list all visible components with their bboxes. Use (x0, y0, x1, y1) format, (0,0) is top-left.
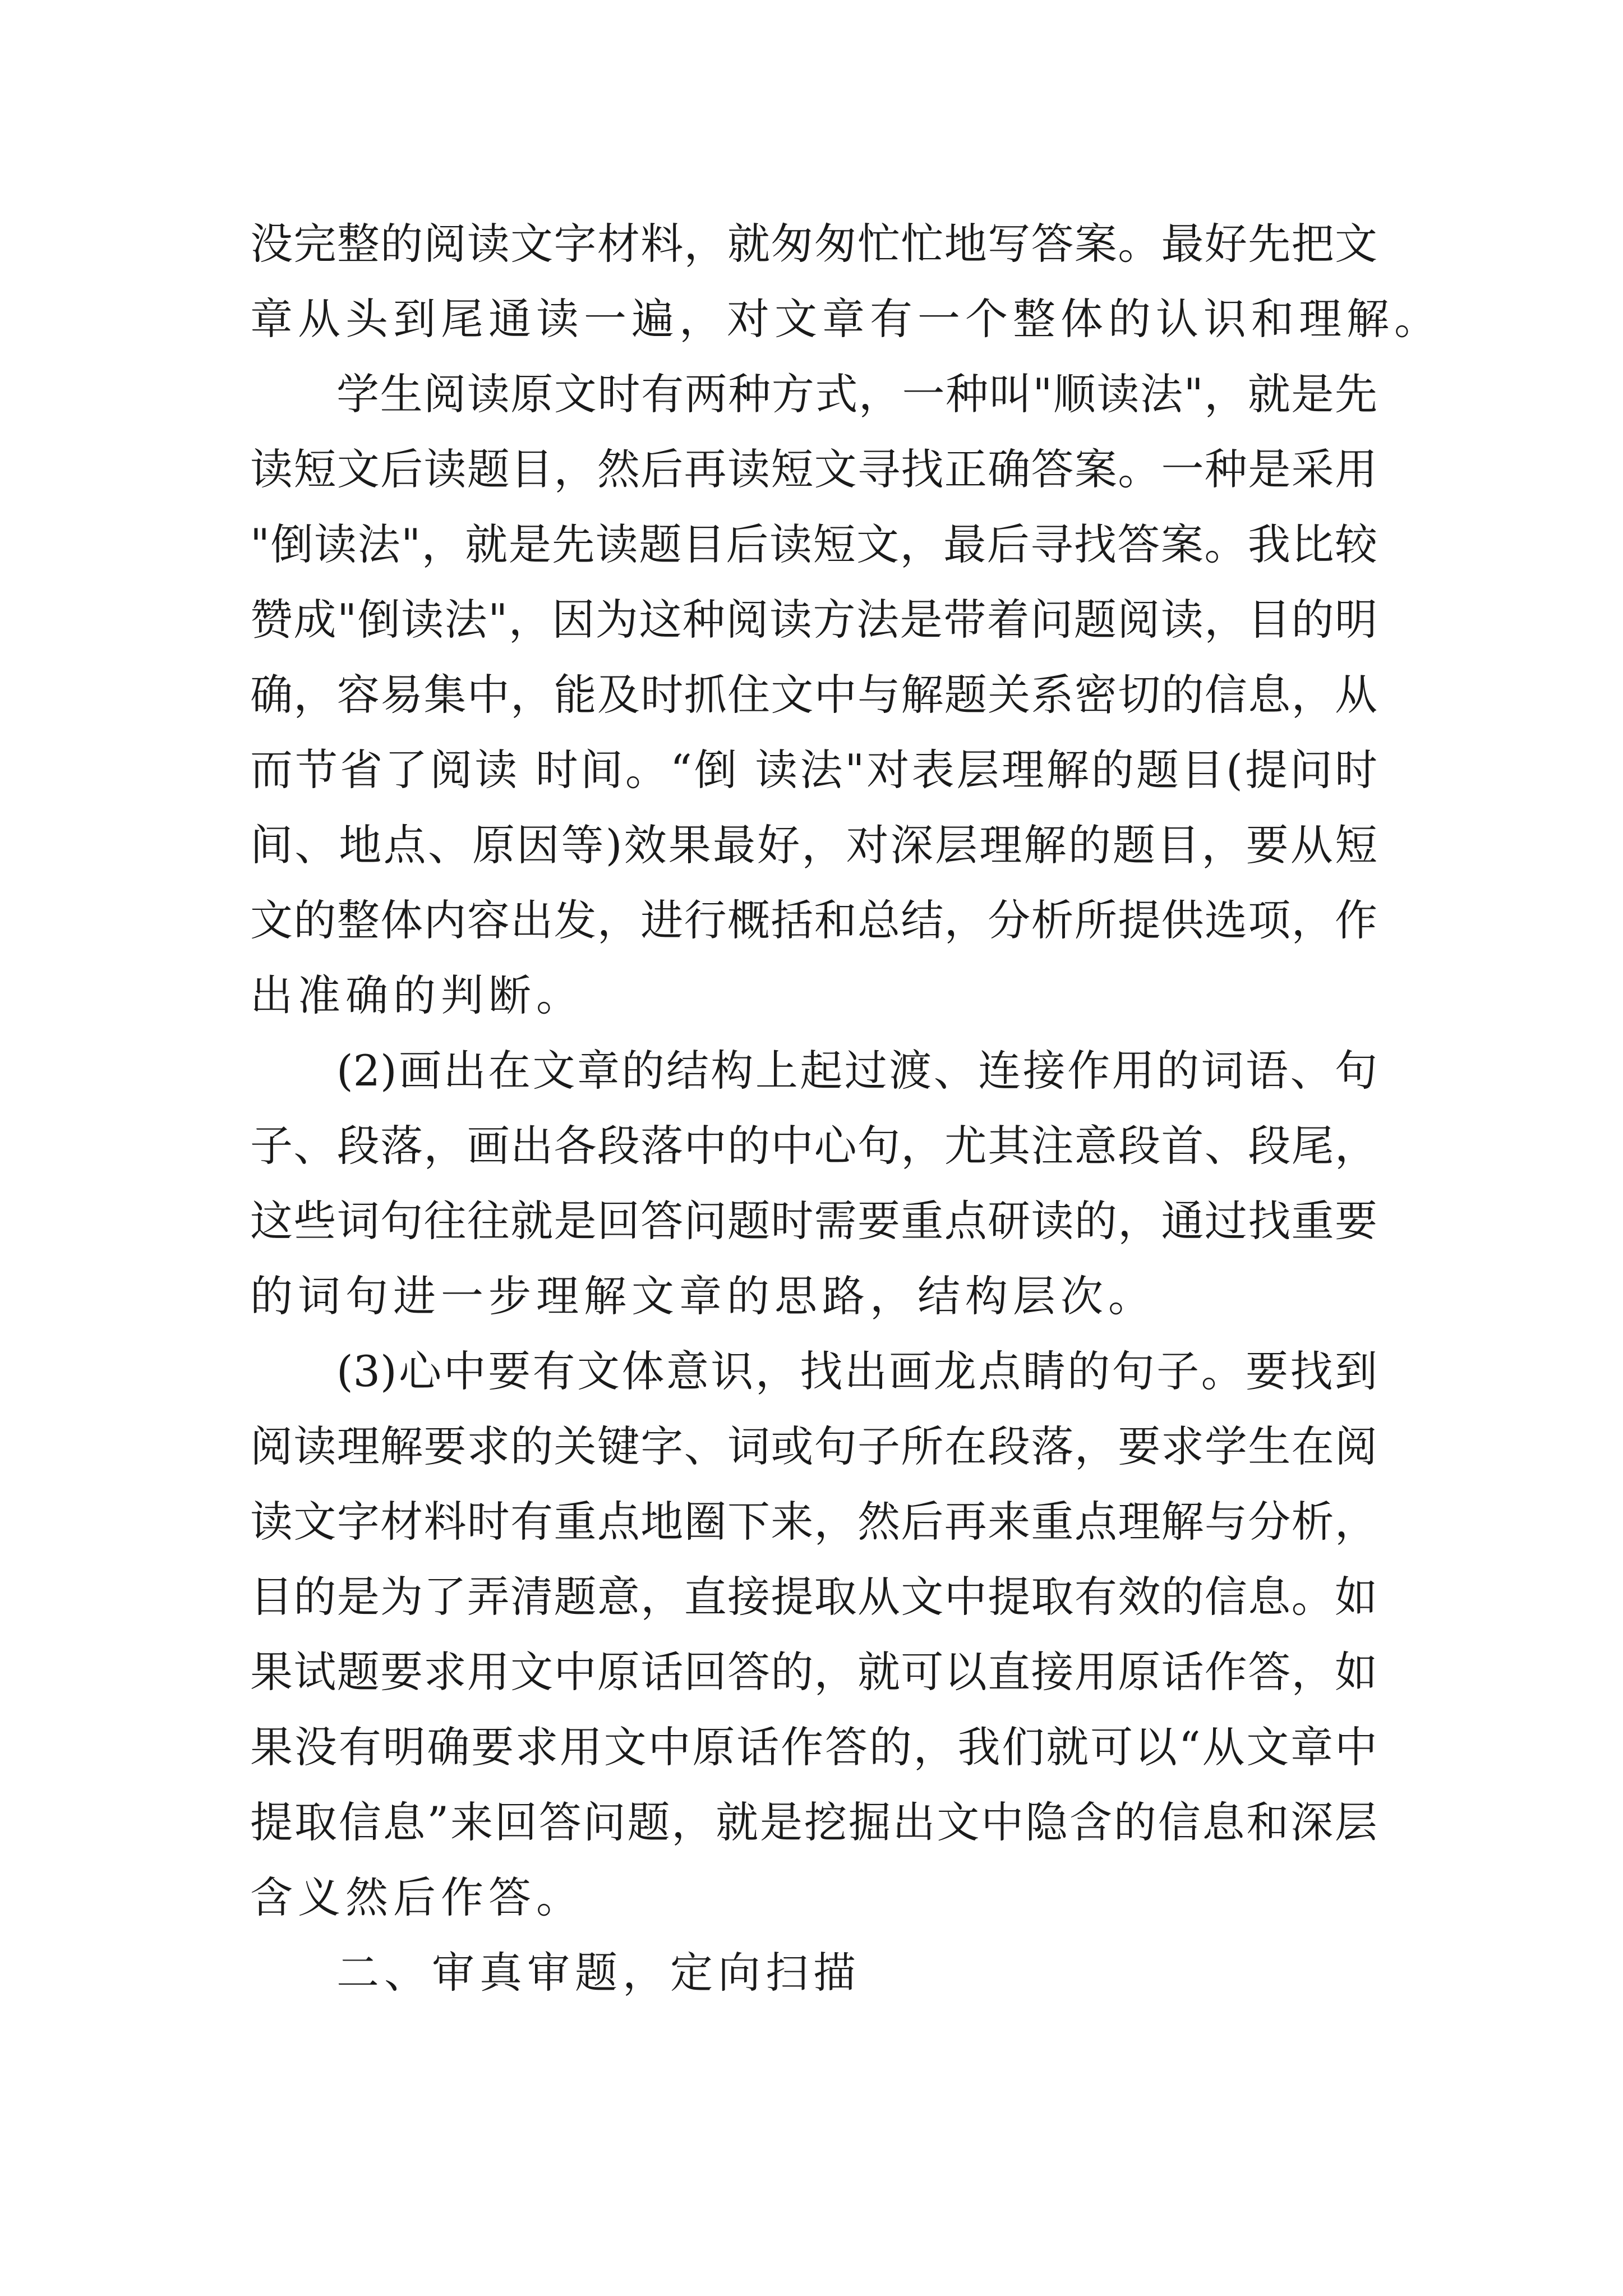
text-line: (3)心中要有文体意识，找出画龙点睛的句子。要找到 (336, 1346, 1377, 1396)
text-line: 确，容易集中，能及时抓住文中与解题关系密切的信息，从 (250, 670, 1377, 720)
text-line: 果没有明确要求用文中原话作答的，我们就可以“从文章中 (250, 1722, 1377, 1772)
text-line: 目的是为了弄清题意，直接提取从文中提取有效的信息。如 (250, 1572, 1377, 1622)
text-line: 学生阅读原文时有两种方式，一种叫"顺读法"，就是先 (336, 369, 1377, 419)
text-line: 子、段落，画出各段落中的中心句，尤其注意段首、段尾， (250, 1121, 1377, 1171)
text-line: 阅读理解要求的关键字、词或句子所在段落，要求学生在阅 (250, 1421, 1377, 1471)
text-line: 果试题要求用文中原话回答的，就可以直接用原话作答，如 (250, 1647, 1377, 1697)
text-line: 的词句进一步理解文章的思路，结构层次。 (250, 1271, 1156, 1321)
text-line: 文的整体内容出发，进行概括和总结，分析所提供选项，作 (250, 895, 1377, 945)
text-line: 间、地点、原因等)效果最好，对深层理解的题目，要从短 (250, 820, 1377, 870)
text-line: 出准确的判断。 (250, 970, 584, 1020)
text-line: 而节省了阅读 时间。“倒 读法"对表层理解的题目(提问时 (250, 745, 1377, 795)
text-line: 读文字材料时有重点地圈下来，然后再来重点理解与分析， (250, 1497, 1377, 1547)
text-line: 含义然后作答。 (250, 1872, 584, 1922)
text-line: 没完整的阅读文字材料，就匆匆忙忙地写答案。最好先把文 (250, 219, 1377, 269)
text-line: 这些词句往往就是回答问题时需要重点研读的，通过找重要 (250, 1196, 1377, 1246)
text-line: 读短文后读题目，然后再读短文寻找正确答案。一种是采用 (250, 444, 1377, 494)
text-line: 提取信息”来回答问题，就是挖掘出文中隐含的信息和深层 (250, 1797, 1377, 1847)
text-line: 章从头到尾通读一遍，对文章有一个整体的认识和理解。 (250, 294, 1442, 344)
text-line: "倒读法"，就是先读题目后读短文，最后寻找答案。我比较 (250, 519, 1377, 569)
text-line: 赞成"倒读法"，因为这种阅读方法是带着问题阅读，目的明 (250, 595, 1377, 645)
section-heading: 二、审真审题，定向扫描 (336, 1948, 861, 1998)
text-line: (2)画出在文章的结构上起过渡、连接作用的词语、句 (336, 1046, 1377, 1096)
